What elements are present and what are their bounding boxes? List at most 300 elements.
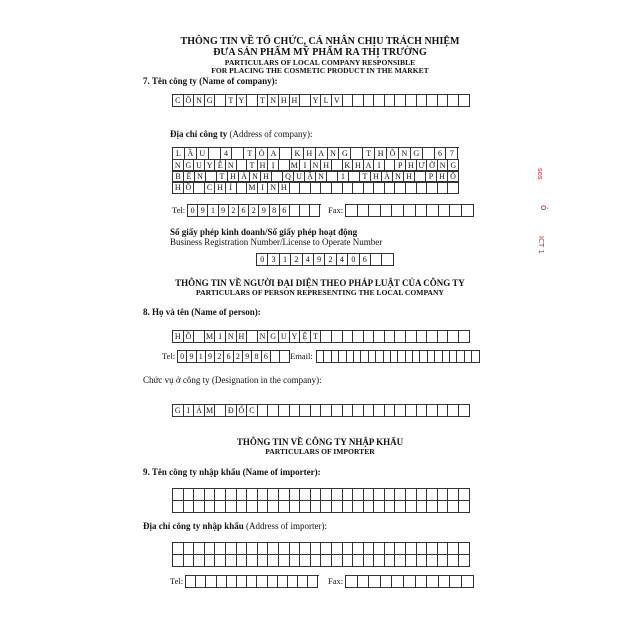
char-box[interactable]: 0 [188, 205, 198, 217]
char-box[interactable] [184, 555, 195, 567]
char-box[interactable] [226, 501, 237, 513]
char-box[interactable]: 9 [259, 205, 269, 217]
char-box[interactable]: T [363, 148, 375, 160]
char-box[interactable] [385, 501, 396, 513]
char-box[interactable] [439, 205, 451, 217]
char-box[interactable] [247, 331, 258, 343]
char-box[interactable] [290, 405, 301, 417]
char-box[interactable]: 0 [257, 254, 268, 266]
char-box[interactable]: H [406, 160, 417, 172]
char-box[interactable]: U [194, 160, 205, 172]
char-box[interactable]: Ò [256, 148, 268, 160]
char-box[interactable]: 8 [270, 205, 280, 217]
char-box[interactable] [257, 576, 267, 588]
char-box[interactable] [361, 351, 368, 363]
char-box[interactable] [300, 405, 311, 417]
char-box[interactable] [438, 555, 449, 567]
char-box[interactable]: 9 [198, 205, 208, 217]
char-box[interactable] [417, 405, 428, 417]
char-box[interactable] [374, 405, 385, 417]
char-box[interactable]: Ệ [300, 331, 311, 343]
char-box[interactable]: B [173, 171, 184, 183]
char-box[interactable] [321, 182, 332, 194]
char-box[interactable] [417, 95, 428, 107]
char-box[interactable]: Ố [237, 405, 248, 417]
char-box[interactable] [343, 501, 354, 513]
char-box[interactable]: H [173, 182, 184, 194]
char-box[interactable] [226, 555, 237, 567]
char-box[interactable] [339, 351, 346, 363]
char-box[interactable] [382, 254, 393, 266]
char-box[interactable] [215, 501, 226, 513]
char-box[interactable] [298, 576, 308, 588]
char-box[interactable]: N [258, 331, 269, 343]
char-box[interactable] [427, 95, 438, 107]
char-box[interactable] [448, 555, 459, 567]
char-box[interactable]: 7 [446, 148, 458, 160]
char-box[interactable] [353, 501, 364, 513]
char-box[interactable] [406, 182, 417, 194]
char-box[interactable]: U [197, 148, 209, 160]
char-box[interactable]: N [311, 160, 322, 172]
char-box[interactable] [354, 351, 361, 363]
char-box[interactable] [358, 576, 370, 588]
char-box[interactable]: Ầ [185, 148, 197, 160]
char-box[interactable] [247, 95, 258, 107]
char-box[interactable]: 4 [303, 254, 314, 266]
char-box[interactable] [459, 331, 470, 343]
char-box[interactable]: Ồ [184, 182, 195, 194]
char-box[interactable]: G [173, 405, 184, 417]
char-box[interactable]: K [343, 160, 354, 172]
char-box[interactable] [404, 205, 416, 217]
char-box[interactable] [392, 205, 404, 217]
importer-name-row-2[interactable] [172, 500, 470, 513]
char-box[interactable]: 1 [280, 254, 291, 266]
char-box[interactable] [462, 576, 474, 588]
char-box[interactable] [343, 95, 354, 107]
char-box[interactable] [194, 331, 205, 343]
char-box[interactable] [450, 205, 462, 217]
char-box[interactable] [343, 331, 354, 343]
char-box[interactable]: 9 [314, 254, 325, 266]
char-box[interactable]: N [438, 160, 449, 172]
char-box[interactable] [290, 182, 301, 194]
char-box[interactable] [247, 555, 258, 567]
char-box[interactable]: Ị [268, 160, 279, 172]
char-box[interactable]: 2 [234, 351, 243, 363]
char-box[interactable] [404, 576, 416, 588]
char-box[interactable]: 2 [291, 254, 302, 266]
char-box[interactable]: Ậ [305, 171, 316, 183]
char-box[interactable] [435, 351, 442, 363]
char-box[interactable] [184, 501, 195, 513]
char-box[interactable]: I [215, 331, 226, 343]
char-box[interactable] [332, 351, 339, 363]
char-box[interactable]: A [268, 148, 280, 160]
char-box[interactable]: G [411, 148, 423, 160]
char-box[interactable] [332, 331, 343, 343]
company-name-field[interactable] [172, 94, 470, 107]
char-box[interactable]: 6 [239, 205, 249, 217]
char-box[interactable] [391, 351, 398, 363]
char-box[interactable]: Ư [417, 160, 428, 172]
company-tel-field[interactable] [187, 204, 321, 217]
char-box[interactable] [237, 555, 248, 567]
char-box[interactable] [290, 555, 301, 567]
char-box[interactable]: P [395, 160, 406, 172]
char-box[interactable] [376, 351, 383, 363]
char-box[interactable] [395, 95, 406, 107]
char-box[interactable] [369, 205, 381, 217]
char-box[interactable] [459, 95, 470, 107]
char-box[interactable]: 6 [262, 351, 271, 363]
char-box[interactable] [194, 182, 205, 194]
char-box[interactable]: Đ [226, 405, 237, 417]
char-box[interactable]: Á [194, 405, 205, 417]
char-box[interactable]: H [290, 95, 301, 107]
char-box[interactable] [300, 205, 310, 217]
char-box[interactable]: 9 [219, 205, 229, 217]
char-box[interactable] [392, 576, 404, 588]
char-box[interactable] [369, 351, 376, 363]
char-box[interactable] [346, 205, 358, 217]
char-box[interactable] [288, 576, 298, 588]
char-box[interactable] [427, 555, 438, 567]
char-box[interactable]: H [353, 160, 364, 172]
char-box[interactable]: 6 [280, 205, 290, 217]
char-box[interactable] [268, 576, 278, 588]
char-box[interactable] [186, 576, 196, 588]
char-box[interactable] [332, 501, 343, 513]
char-box[interactable] [448, 182, 459, 194]
char-box[interactable] [353, 555, 364, 567]
char-box[interactable] [205, 501, 216, 513]
char-box[interactable] [406, 331, 417, 343]
char-box[interactable]: H [258, 160, 269, 172]
char-box[interactable] [427, 576, 439, 588]
char-box[interactable] [438, 331, 449, 343]
char-box[interactable] [417, 555, 428, 567]
char-box[interactable] [268, 501, 279, 513]
char-box[interactable]: 1 [197, 351, 206, 363]
char-box[interactable] [406, 555, 417, 567]
char-box[interactable] [300, 95, 311, 107]
char-box[interactable] [247, 576, 257, 588]
char-box[interactable]: Ô [184, 95, 195, 107]
char-box[interactable]: 2 [249, 205, 259, 217]
char-box[interactable] [385, 95, 396, 107]
char-box[interactable]: À [382, 171, 393, 183]
char-box[interactable] [428, 351, 435, 363]
char-box[interactable] [347, 351, 354, 363]
char-box[interactable]: N [268, 182, 279, 194]
char-box[interactable] [332, 182, 343, 194]
char-box[interactable]: N [399, 148, 411, 160]
char-box[interactable]: À [239, 171, 250, 183]
char-box[interactable] [364, 331, 375, 343]
char-box[interactable]: 4 [221, 148, 233, 160]
char-box[interactable]: G [184, 160, 195, 172]
char-box[interactable]: T [360, 171, 371, 183]
char-box[interactable]: N [250, 171, 261, 183]
char-box[interactable]: V [332, 95, 343, 107]
char-box[interactable] [448, 501, 459, 513]
char-box[interactable] [417, 501, 428, 513]
char-box[interactable]: H [371, 171, 382, 183]
char-box[interactable] [472, 351, 479, 363]
char-box[interactable]: I [184, 405, 195, 417]
char-box[interactable] [450, 576, 462, 588]
char-box[interactable]: T [311, 331, 322, 343]
char-box[interactable]: K [292, 148, 304, 160]
char-box[interactable]: 1 [338, 171, 349, 183]
char-box[interactable]: I [258, 182, 269, 194]
char-box[interactable] [343, 182, 354, 194]
person-tel-field[interactable] [177, 350, 290, 363]
char-box[interactable]: 9 [187, 351, 196, 363]
char-box[interactable]: H [375, 148, 387, 160]
char-box[interactable] [237, 182, 248, 194]
char-box[interactable]: H [321, 160, 332, 172]
char-box[interactable]: 2 [215, 351, 224, 363]
char-box[interactable]: 6 [224, 351, 233, 363]
char-box[interactable] [448, 95, 459, 107]
char-box[interactable] [448, 331, 459, 343]
char-box[interactable] [374, 555, 385, 567]
importer-fax-field[interactable] [345, 575, 474, 588]
char-box[interactable] [448, 405, 459, 417]
char-box[interactable]: Ố [448, 171, 459, 183]
char-box[interactable]: L [173, 148, 185, 160]
char-box[interactable]: T [244, 148, 256, 160]
char-box[interactable] [194, 501, 205, 513]
char-box[interactable] [317, 351, 324, 363]
char-box[interactable] [300, 182, 311, 194]
char-box[interactable]: H [437, 171, 448, 183]
char-box[interactable] [381, 576, 393, 588]
char-box[interactable] [364, 182, 375, 194]
char-box[interactable]: C [247, 405, 258, 417]
char-box[interactable] [438, 182, 449, 194]
char-box[interactable] [417, 182, 428, 194]
char-box[interactable]: G [268, 331, 279, 343]
char-box[interactable] [438, 501, 449, 513]
license-number-field[interactable] [256, 253, 394, 266]
char-box[interactable] [271, 351, 280, 363]
char-box[interactable] [311, 405, 322, 417]
char-box[interactable] [385, 405, 396, 417]
char-box[interactable] [438, 95, 449, 107]
char-box[interactable]: 1 [208, 205, 218, 217]
char-box[interactable] [462, 205, 474, 217]
char-box[interactable] [194, 555, 205, 567]
char-box[interactable] [311, 501, 322, 513]
char-box[interactable]: 2 [325, 254, 336, 266]
char-box[interactable] [457, 351, 464, 363]
person-email-field[interactable] [316, 350, 480, 363]
designation-field[interactable] [172, 404, 470, 417]
char-box[interactable] [427, 331, 438, 343]
char-box[interactable] [310, 205, 320, 217]
person-name-field[interactable] [172, 330, 470, 343]
char-box[interactable] [395, 405, 406, 417]
char-box[interactable] [215, 95, 226, 107]
char-box[interactable]: N [194, 95, 205, 107]
char-box[interactable] [258, 555, 269, 567]
char-box[interactable] [364, 95, 375, 107]
char-box[interactable]: 6 [435, 148, 447, 160]
char-box[interactable] [321, 405, 332, 417]
char-box[interactable] [459, 555, 470, 567]
char-box[interactable] [420, 351, 427, 363]
char-box[interactable] [173, 555, 184, 567]
char-box[interactable] [353, 182, 364, 194]
char-box[interactable]: A [316, 148, 328, 160]
char-box[interactable] [416, 576, 428, 588]
company-address-row-4[interactable] [172, 181, 459, 194]
char-box[interactable]: Ờ [427, 160, 438, 172]
char-box[interactable] [395, 501, 406, 513]
char-box[interactable] [427, 501, 438, 513]
char-box[interactable]: Ô [387, 148, 399, 160]
char-box[interactable]: P [426, 171, 437, 183]
char-box[interactable] [416, 205, 428, 217]
char-box[interactable]: T [247, 160, 258, 172]
char-box[interactable] [217, 576, 227, 588]
char-box[interactable]: H [279, 182, 290, 194]
char-box[interactable]: N [195, 171, 206, 183]
char-box[interactable]: Ế [184, 171, 195, 183]
char-box[interactable] [237, 501, 248, 513]
char-box[interactable] [364, 555, 375, 567]
char-box[interactable]: H [279, 95, 290, 107]
company-fax-field[interactable] [345, 204, 474, 217]
char-box[interactable] [173, 501, 184, 513]
char-box[interactable]: G [339, 148, 351, 160]
char-box[interactable] [364, 501, 375, 513]
char-box[interactable] [369, 576, 381, 588]
char-box[interactable] [324, 351, 331, 363]
char-box[interactable] [459, 501, 470, 513]
char-box[interactable] [381, 205, 393, 217]
char-box[interactable]: I [300, 160, 311, 172]
char-box[interactable] [258, 501, 269, 513]
char-box[interactable] [385, 555, 396, 567]
char-box[interactable] [237, 576, 247, 588]
char-box[interactable]: M [290, 160, 301, 172]
char-box[interactable] [371, 254, 382, 266]
char-box[interactable] [439, 576, 451, 588]
char-box[interactable]: 0 [178, 351, 187, 363]
char-box[interactable]: N [328, 148, 340, 160]
importer-address-row-2[interactable] [172, 554, 470, 567]
char-box[interactable] [279, 555, 290, 567]
char-box[interactable] [343, 555, 354, 567]
char-box[interactable]: H [228, 171, 239, 183]
char-box[interactable]: 9 [206, 351, 215, 363]
importer-tel-field[interactable] [185, 575, 319, 588]
char-box[interactable] [385, 182, 396, 194]
char-box[interactable] [343, 405, 354, 417]
char-box[interactable] [247, 501, 258, 513]
char-box[interactable]: C [173, 95, 184, 107]
char-box[interactable]: 3 [268, 254, 279, 266]
char-box[interactable] [353, 95, 364, 107]
char-box[interactable]: Y [205, 160, 216, 172]
char-box[interactable] [427, 182, 438, 194]
char-box[interactable] [290, 205, 300, 217]
char-box[interactable] [215, 405, 226, 417]
char-box[interactable] [311, 182, 322, 194]
char-box[interactable]: G [448, 160, 459, 172]
char-box[interactable]: H [173, 331, 184, 343]
char-box[interactable]: Ồ [184, 331, 195, 343]
char-box[interactable]: H [304, 148, 316, 160]
char-box[interactable]: 9 [243, 351, 252, 363]
char-box[interactable] [427, 205, 439, 217]
char-box[interactable]: H [404, 171, 415, 183]
char-box[interactable] [290, 501, 301, 513]
char-box[interactable] [427, 405, 438, 417]
char-box[interactable] [300, 501, 311, 513]
char-box[interactable]: N [173, 160, 184, 172]
char-box[interactable] [450, 351, 457, 363]
char-box[interactable]: U [294, 171, 305, 183]
char-box[interactable]: 4 [337, 254, 348, 266]
char-box[interactable]: N [268, 95, 279, 107]
char-box[interactable]: 0 [348, 254, 359, 266]
char-box[interactable] [279, 501, 290, 513]
char-box[interactable]: N [393, 171, 404, 183]
char-box[interactable] [332, 405, 343, 417]
char-box[interactable] [364, 405, 375, 417]
char-box[interactable]: N [226, 331, 237, 343]
char-box[interactable]: M [205, 331, 216, 343]
char-box[interactable] [374, 95, 385, 107]
char-box[interactable] [332, 555, 343, 567]
char-box[interactable] [406, 351, 413, 363]
char-box[interactable] [438, 405, 449, 417]
char-box[interactable] [459, 405, 470, 417]
char-box[interactable]: A [364, 160, 375, 172]
char-box[interactable]: N [316, 171, 327, 183]
char-box[interactable]: N [226, 160, 237, 172]
char-box[interactable] [268, 555, 279, 567]
char-box[interactable] [300, 555, 311, 567]
char-box[interactable] [406, 405, 417, 417]
char-box[interactable] [417, 331, 428, 343]
char-box[interactable]: H [261, 171, 272, 183]
char-box[interactable] [395, 555, 406, 567]
char-box[interactable]: Y [311, 95, 322, 107]
char-box[interactable] [374, 182, 385, 194]
char-box[interactable]: I [374, 160, 385, 172]
char-box[interactable] [443, 351, 450, 363]
char-box[interactable] [311, 555, 322, 567]
char-box[interactable] [374, 331, 385, 343]
char-box[interactable] [406, 501, 417, 513]
char-box[interactable]: Y [237, 95, 248, 107]
char-box[interactable]: 6 [360, 254, 371, 266]
char-box[interactable]: H [237, 331, 248, 343]
char-box[interactable] [358, 205, 370, 217]
char-box[interactable] [374, 501, 385, 513]
char-box[interactable]: 8 [252, 351, 261, 363]
char-box[interactable]: Í [226, 182, 237, 194]
char-box[interactable] [206, 576, 216, 588]
char-box[interactable]: C [205, 182, 216, 194]
